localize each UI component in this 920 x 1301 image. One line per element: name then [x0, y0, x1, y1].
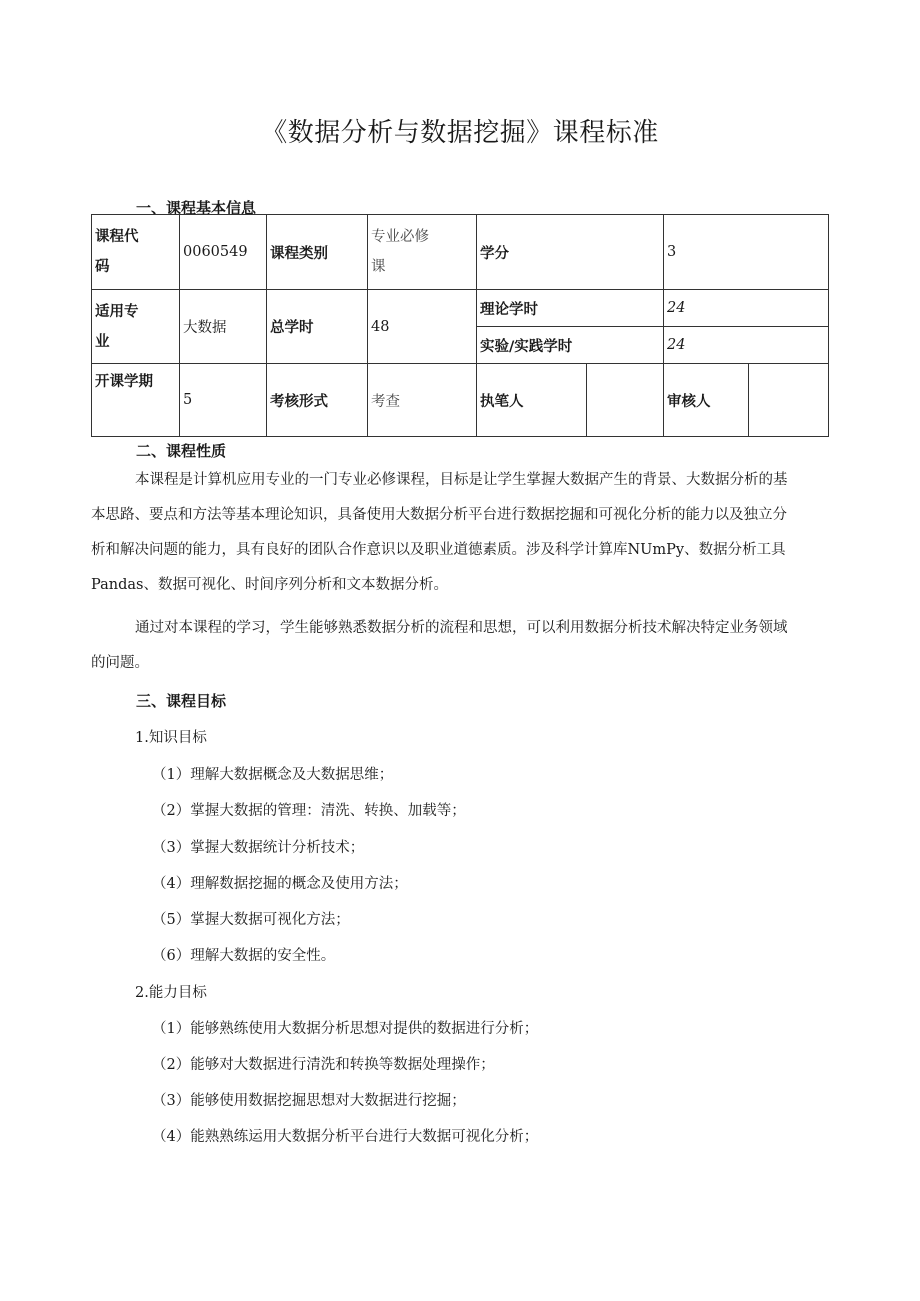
- list-item: （5）掌握大数据可视化方法；: [152, 912, 350, 928]
- course-nature-paragraph: 本课程是计算机应用专业的一门专业必修课程，目标是让学生掌握大数据产生的背景、大数据分析的基 本思路、要点和方法等基本理论知识，具备使用大数据分析平台进行数据挖掘和可视化分析的能力以及独立分 析和解决问题的能力，具有良好的团队合作意识以及职业道德素质。涉及科学计算库NUmPy、数据分析工具 Pandas、数据可视化、时间序列分析和文本数据分析。: [91, 472, 788, 593]
- list-item: （1）理解大数据概念及大数据思维；: [152, 767, 394, 783]
- list-item: （2）能够对大数据进行清洗和转换等数据处理操作；: [152, 1057, 495, 1073]
- list-item: （1）能够熟练使用大数据分析思想对提供的数据进行分析；: [152, 1021, 539, 1037]
- theory-hours-value: 24: [664, 290, 829, 327]
- list-item: （3）掌握大数据统计分析技术；: [152, 840, 365, 856]
- exam-form-label: 考核形式: [267, 364, 368, 437]
- major-label: 适用专 业: [92, 290, 180, 364]
- course-type-value: 专业必修 课: [368, 215, 477, 290]
- table-row: [92, 364, 829, 437]
- ability-goals-heading: 2.能力目标: [135, 985, 207, 1001]
- section-heading-course-goals: 三、课程目标: [136, 692, 227, 710]
- practice-hours-label: 实验/实践学时: [477, 327, 664, 364]
- list-item: （6）理解大数据的安全性。: [152, 948, 336, 964]
- course-code-value: 0060549: [180, 215, 267, 290]
- reviewer-label: 审核人: [664, 364, 749, 437]
- exam-form-value: 考查: [368, 364, 477, 437]
- total-hours-label: 总学时: [267, 290, 368, 364]
- section-heading-basic-info: 一、课程基本信息: [136, 199, 257, 217]
- list-item: （2）掌握大数据的管理：清洗、转换、加载等；: [152, 803, 466, 819]
- author-value: [587, 364, 664, 437]
- credit-label: 学分: [477, 215, 664, 290]
- knowledge-goals-heading: 1.知识目标: [135, 730, 207, 746]
- table-row: [92, 215, 829, 290]
- total-hours-value: 48: [368, 290, 477, 364]
- learning-outcome-paragraph: 通过对本课程的学习，学生能够熟悉数据分析的流程和思想，可以利用数据分析技术解决特定业务领域 的问题。: [91, 620, 788, 671]
- major-value: 大数据: [180, 290, 267, 364]
- section-heading-course-nature: 二、课程性质: [136, 442, 227, 460]
- theory-hours-label: 理论学时: [477, 290, 664, 327]
- credit-value: 3: [664, 215, 829, 290]
- page-title: 《数据分析与数据挖掘》课程标准: [261, 118, 659, 148]
- semester-label: 开课学期: [92, 364, 180, 437]
- list-item: （4）理解数据挖掘的概念及使用方法；: [152, 876, 408, 892]
- course-code-label: 课程代 码: [92, 215, 180, 290]
- course-info-table: [91, 214, 829, 437]
- list-item: （4）能熟熟练运用大数据分析平台进行大数据可视化分析；: [152, 1129, 539, 1145]
- course-type-label: 课程类别: [267, 215, 368, 290]
- practice-hours-value: 24: [664, 327, 829, 364]
- reviewer-value: [749, 364, 829, 437]
- table-row: [92, 290, 829, 327]
- list-item: （3）能够使用数据挖掘思想对大数据进行挖掘；: [152, 1093, 466, 1109]
- author-label: 执笔人: [477, 364, 587, 437]
- semester-value: 5: [180, 364, 267, 437]
